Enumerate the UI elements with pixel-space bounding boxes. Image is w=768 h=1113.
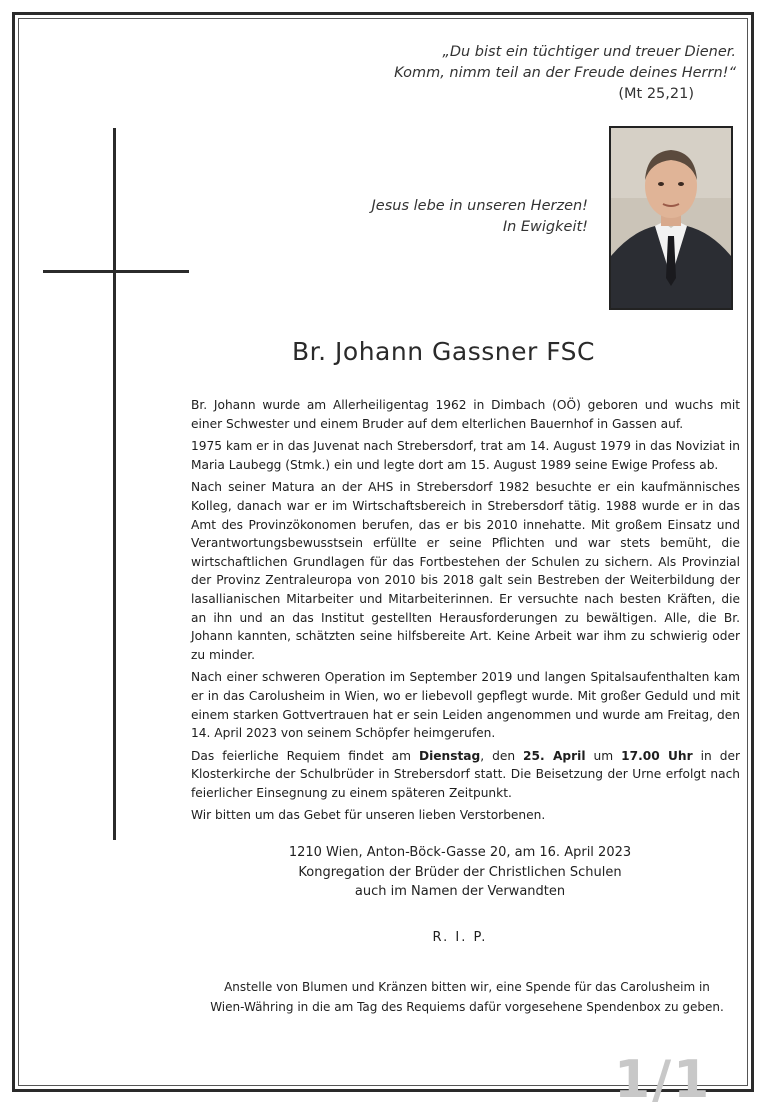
requiem-text-b: , den: [480, 748, 524, 763]
requiem-date: 25. April: [523, 748, 586, 763]
motto: [372, 196, 588, 238]
requiem-text-d: in der Klosterkirche der Schulbrüder in Strebersdorf statt. Die Beisetzung der Urne erfolgt nach feierlicher Einsegnung zu einem späteren Zeitpunkt.: [191, 748, 740, 800]
paragraph-birth: Br. Johann wurde am Allerheiligentag 1962 in Dimbach (OÖ) geboren und wuchs mit einer Schwester und einem Bruder auf dem elterlichen Bauernhof in Gassen auf.: [191, 398, 740, 431]
motto-line-2: In Ewigkeit!: [502, 219, 588, 235]
cross-vertical-beam: [113, 128, 116, 840]
paragraph-illness: Nach einer schweren Operation im September 2019 und langen Spitalsaufenthalten kam er in das Carolusheim in Wien, wo er liebevoll gepflegt wurde. Mit großer Geduld und mit einem starken Gottvertrauen hat er sein Leiden angenommen und wurde am Freitag, den 14. April 2023 von seinem Schöpfer heimgerufen.: [191, 670, 740, 741]
paragraph-prayer: Wir bitten um das Gebet für unseren lieben Verstorbenen.: [191, 808, 546, 823]
bible-quote: [394, 42, 736, 105]
closing-block: [200, 843, 720, 902]
requiem-text-a: Das feierliche Requiem findet am: [191, 748, 419, 763]
page-number: 1/1: [614, 1050, 712, 1110]
rip: R. I. P.: [432, 930, 488, 945]
closing-relatives: auch im Namen der Verwandten: [354, 884, 566, 899]
deceased-name: Br. Johann Gassner FSC: [292, 337, 595, 366]
paragraph-career: Nach seiner Matura an der AHS in Strebersdorf 1982 besuchte er ein kaufmännisches Kolleg, danach war er im Wirtschaftsbereich in Strebersdorf tätig. 1988 wurde er in das Amt des Provinzökonomen berufen, das er bis 2010 innehatte. Mit großem Einsatz und Verantwortungsbewusstsein erfüllte er seine Pflichten und war stets bemüht, die wirtschaftlichen Grundlagen für das Fortbestehen der Schulen zu sichern. Als Provinzial der Provinz Zentraleuropa von 2010 bis 2018 galt sein Bestreben der Weiterbildung der lasallianischen Mitarbeiter und Mitarbeiterinnen. Er versuchte nach besten Kräften, die an ihn und an das Institut gestellten Herausforderungen zu bewältigen. Alle, die Br. Johann kannten, schätzten seine hilfsbereite Art. Keine Arbeit war ihm zu schwierig oder zu minder.: [191, 480, 740, 662]
obituary-body: [191, 396, 740, 829]
donation-note: [200, 977, 734, 1017]
quote-line-1: „Du bist ein tüchtiger und treuer Diener.: [442, 44, 736, 60]
quote-line-2: Komm, nimm teil an der Freude deines Herrn!“: [394, 65, 736, 81]
requiem-time: 17.00 Uhr: [621, 748, 693, 763]
motto-line-1: Jesus lebe in unseren Herzen!: [371, 198, 588, 214]
donation-note-line-2: Wien-Währing in die am Tag des Requiems dafür vorgesehene Spendenbox zu geben.: [210, 1000, 724, 1014]
requiem-day: Dienstag: [418, 748, 481, 763]
closing-congregation: Kongregation der Brüder der Christlichen Schulen: [298, 864, 622, 880]
paragraph-requiem: [191, 747, 740, 803]
paragraph-profession: 1975 kam er in das Juvenat nach Strebersdorf, trat am 14. August 1979 in das Noviziat in Maria Laubegg (Stmk.) ein und legte dort am 15. August 1989 seine Ewige Profess ab.: [191, 439, 740, 472]
donation-note-line-1: Anstelle von Blumen und Kränzen bitten wir, eine Spende für das Carolusheim in: [224, 980, 710, 994]
cross-horizontal-beam: [43, 270, 189, 273]
portrait-photo: [609, 126, 733, 310]
closing-place-date: 1210 Wien, Anton-Böck-Gasse 20, am 16. April 2023: [288, 845, 632, 860]
quote-reference: (Mt 25,21): [618, 86, 694, 102]
requiem-text-c: um: [585, 748, 622, 763]
